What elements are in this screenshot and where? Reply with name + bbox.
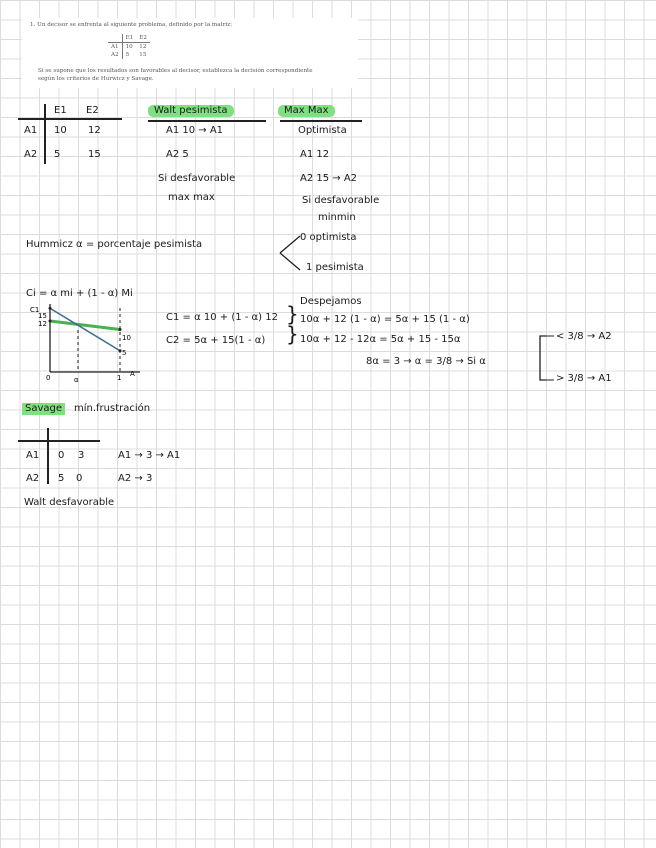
- hurwicz-label: Hummicz α = porcentaje pesimista: [26, 239, 203, 250]
- hurwicz-branch-optimista: 0 optimista: [300, 232, 357, 243]
- problem-intro: 1. Un decisor se enfrenta al siguiente problema, definido por la matriz:: [30, 22, 233, 28]
- savage-result-1: A1 → 3 → A1: [118, 450, 181, 461]
- savage-row-label: A1: [26, 450, 40, 461]
- maxmax-note1: Si desfavorable: [302, 195, 380, 206]
- maxmax-title: Max Max: [278, 105, 335, 117]
- problem-cell: A1: [108, 43, 122, 52]
- matrix-row-label: A1: [24, 125, 38, 136]
- matrix-cell: 5: [54, 149, 61, 160]
- graph-point-c2: [49, 307, 52, 310]
- problem-matrix: [108, 34, 150, 59]
- savage-cell: 5: [58, 473, 65, 484]
- graph-x-tick-a: A: [130, 370, 135, 378]
- graph-line-c1: [50, 321, 120, 330]
- problem-cell: A2: [108, 51, 122, 59]
- formula-lt: < 3/8 → A2: [556, 331, 612, 342]
- formula-c2: C2 = 5α + 15(1 - α): [166, 335, 266, 346]
- brace-left-2: }: [286, 322, 299, 346]
- hurwicz-graph: [28, 300, 148, 384]
- graph-x-tick-1: 1: [117, 374, 122, 382]
- savage-vline: [47, 428, 49, 484]
- wald-note2: max max: [168, 192, 215, 203]
- problem-cell: [108, 34, 122, 43]
- problem-cell: 5: [125, 52, 130, 58]
- problem-line2: Si se supone que los resultados son favorables al decisor, establezca la decisión correspondiente: [38, 68, 313, 74]
- graph-y-tick-15: 15: [38, 312, 47, 320]
- decision-bracket: [534, 330, 558, 386]
- formula-despejamos: Despejamos: [300, 296, 362, 307]
- matrix-vline: [44, 104, 46, 164]
- savage-note: Walt desfavorable: [24, 497, 115, 508]
- graph-point-c1: [119, 328, 122, 331]
- matrix-hline: [18, 118, 122, 120]
- maxmax-underline: [280, 120, 362, 122]
- problem-cell: E1: [122, 34, 136, 43]
- wald-title: Walt pesimista: [148, 105, 234, 117]
- problem-cell: 12: [139, 44, 147, 50]
- graph-y-tick-c1: C1: [30, 306, 40, 314]
- wald-a1: A1 10 → A1: [166, 125, 224, 136]
- wald-underline: [148, 120, 266, 122]
- graph-point-c1: [49, 320, 52, 323]
- savage-subtitle: mín.frustración: [74, 403, 151, 414]
- maxmax-a2: A2 15 → A2: [300, 173, 358, 184]
- brace-left: }: [286, 302, 299, 326]
- maxmax-subtitle: Optimista: [298, 125, 347, 136]
- matrix-header-e2: E2: [86, 105, 99, 116]
- wald-a2: A2 5: [166, 149, 189, 160]
- hurwicz-branch-pesimista: 1 pesimista: [306, 262, 364, 273]
- graph-right-label-5: 5: [122, 349, 127, 357]
- formula-eq3: 8α = 3 → α = 3/8 → Si α: [366, 356, 486, 367]
- problem-cell: E2: [136, 34, 150, 43]
- matrix-header-e1: E1: [54, 105, 67, 116]
- maxmax-a1: A1 12: [300, 149, 330, 160]
- matrix-cell: 15: [88, 149, 101, 160]
- graph-x-tick-alpha: α: [74, 376, 79, 384]
- savage-cell: 0: [76, 473, 83, 484]
- savage-cell: 3: [78, 450, 85, 461]
- formula-gt: > 3/8 → A1: [556, 373, 612, 384]
- graph-y-tick-12: 12: [38, 320, 47, 328]
- savage-title: Savage: [22, 403, 65, 415]
- matrix-row-label: A2: [24, 149, 38, 160]
- problem-cell: 10: [125, 44, 133, 50]
- savage-row-label: A2: [26, 473, 40, 484]
- hurwicz-branch-lines: [278, 232, 302, 274]
- savage-cell: 0: [58, 450, 65, 461]
- wald-note1: Si desfavorable: [158, 173, 236, 184]
- matrix-cell: 12: [88, 125, 101, 136]
- problem-statement: [22, 18, 358, 88]
- maxmax-note2: minmin: [318, 212, 356, 223]
- formula-general: Ci = α mi + (1 - α) Mi: [26, 288, 133, 299]
- graph-right-label-10: 10: [122, 334, 131, 342]
- formula-c1: C1 = α 10 + (1 - α) 12: [166, 312, 278, 323]
- savage-hline: [18, 440, 100, 442]
- savage-result-2: A2 → 3: [118, 473, 153, 484]
- formula-eq2: 10α + 12 - 12α = 5α + 15 - 15α: [300, 334, 461, 345]
- problem-cell: 15: [139, 52, 147, 58]
- graph-x-tick-0: 0: [46, 374, 51, 382]
- problem-line3: según los criterios de Hurwicz y Savage.: [38, 76, 154, 82]
- formula-eq1: 10α + 12 (1 - α) = 5α + 15 (1 - α): [300, 314, 470, 325]
- matrix-cell: 10: [54, 125, 67, 136]
